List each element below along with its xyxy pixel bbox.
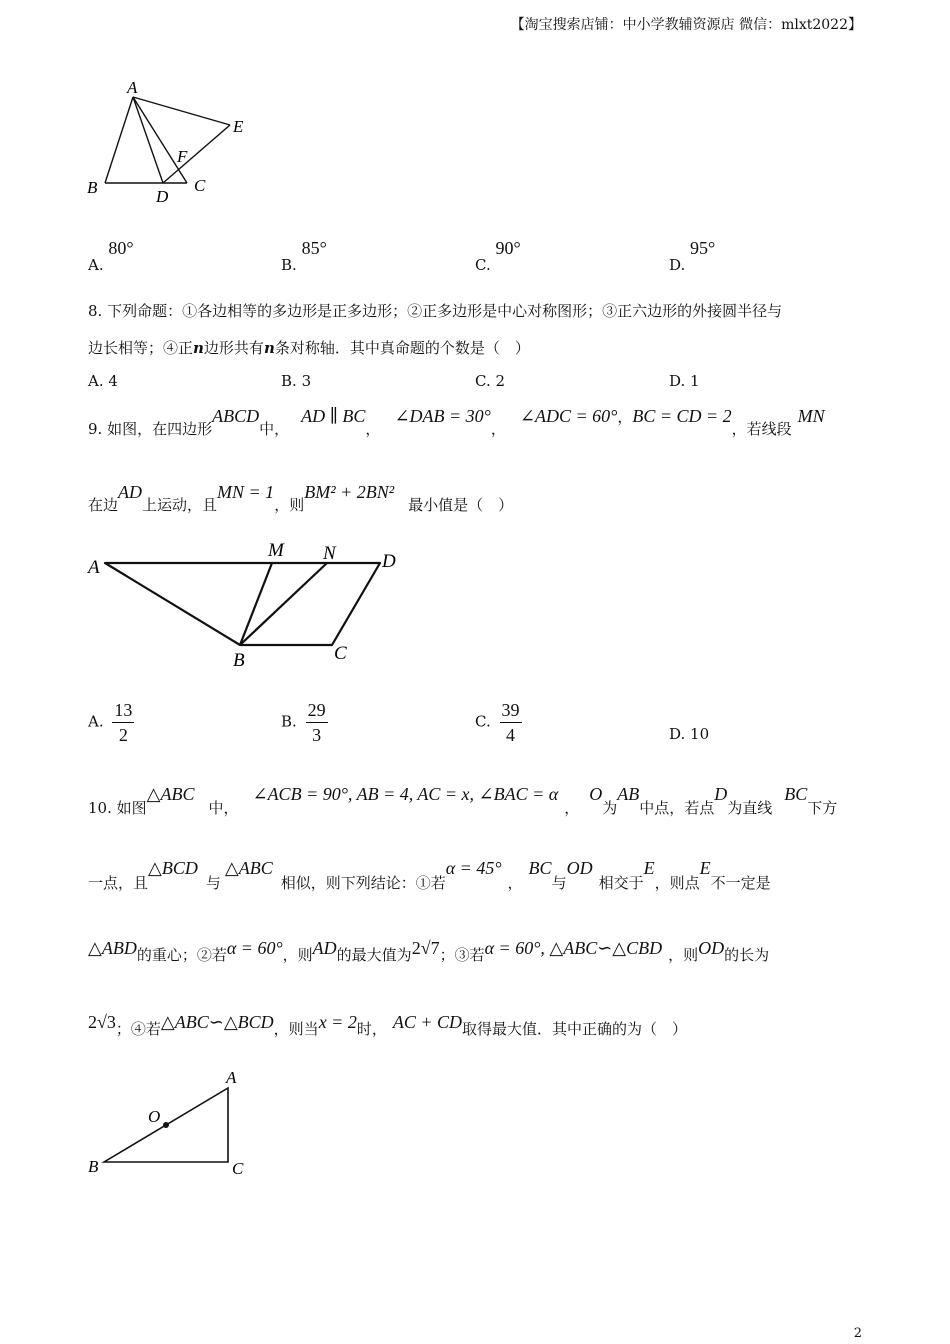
q8-line-2: 边长相等；④正n边形共有n条对称轴．其中真命题的个数是（ ） (88, 339, 530, 357)
q9-label-N: N (323, 543, 336, 564)
q10-label-A: A (226, 1068, 237, 1087)
q8-option-b: B. 3 (281, 372, 312, 390)
q9-option-a: A. $\frac{13}{2}$ (88, 700, 133, 745)
q8-line-1: 8. 下列命题：①各边相等的多边形是正多边形；②正多边形是中心对称图形；③正六边形的外接圆半径与 (88, 302, 783, 320)
q10-label-C: C (232, 1159, 244, 1178)
page-number: 2 (853, 1326, 862, 1341)
q9-label-B: B (233, 650, 245, 671)
q7-option-d: D. 95° (669, 238, 716, 274)
q8-option-c: C. 2 (475, 372, 506, 390)
q7-label-B: B (87, 178, 98, 197)
q7-option-b: B. 85° (281, 238, 327, 274)
q9-line-2: 在边AD上运动，且MN = 1，则BM² + 2BN²最小值是（ ） (88, 482, 514, 514)
page-header: 【淘宝搜索店铺：中小学教辅资源店 微信：mlxt2022】 (510, 17, 862, 33)
q9-line-1: 9. 如图，在四边形ABCD中，AD ∥ BC，∠DAB = 30°，∠ADC = 60°，BC = CD = 2，若线段MN (88, 406, 825, 438)
q8-option-a: A. 4 (88, 372, 118, 390)
q9-option-c: C. $\frac{39}{4}$ (475, 700, 520, 745)
q7-label-C: C (194, 176, 206, 195)
q9-label-C: C (334, 643, 347, 664)
q7-figure (80, 75, 260, 210)
q7-option-a: A. 80° (88, 238, 134, 274)
q10-line-1: 10. 如图△ABC中，∠ACB = 90°, AB = 4, AC = x, ∠BAC = α，O为AB中点，若点D为直线BC下方 (88, 784, 838, 817)
q10-line-2: 一点，且△BCD与△ABC相似，则下列结论：①若α = 45°，BC与OD相交于E，则点E不一定是 (88, 858, 771, 892)
q9-label-M: M (268, 540, 284, 561)
q10-figure (80, 1062, 260, 1182)
q8-option-d: D. 1 (669, 372, 700, 390)
q9-label-D: D (382, 551, 396, 572)
q10-label-B: B (88, 1157, 99, 1176)
q7-label-E: E (233, 117, 244, 136)
q10-label-O: O (148, 1107, 161, 1126)
q7-label-A: A (127, 78, 138, 97)
q10-line-3: △ABD的重心；②若α = 60°，则AD的最大值为2√7；③若α = 60°, △ABC∽△CBD ，则OD的长为 (88, 938, 770, 964)
q7-label-F: F (177, 147, 188, 166)
q7-option-c: C. 90° (475, 238, 521, 274)
q9-option-d: D. 10 (669, 725, 710, 743)
q9-option-b: B. $\frac{29}{3}$ (281, 700, 326, 745)
q9-label-A: A (88, 557, 100, 578)
q7-label-D: D (156, 187, 169, 206)
q10-line-4: 2√3；④若△ABC∽△BCD，则当x = 2时， AC + CD取得最大值．其中正确的为（ ） (88, 1012, 688, 1038)
q9-figure (80, 535, 410, 675)
